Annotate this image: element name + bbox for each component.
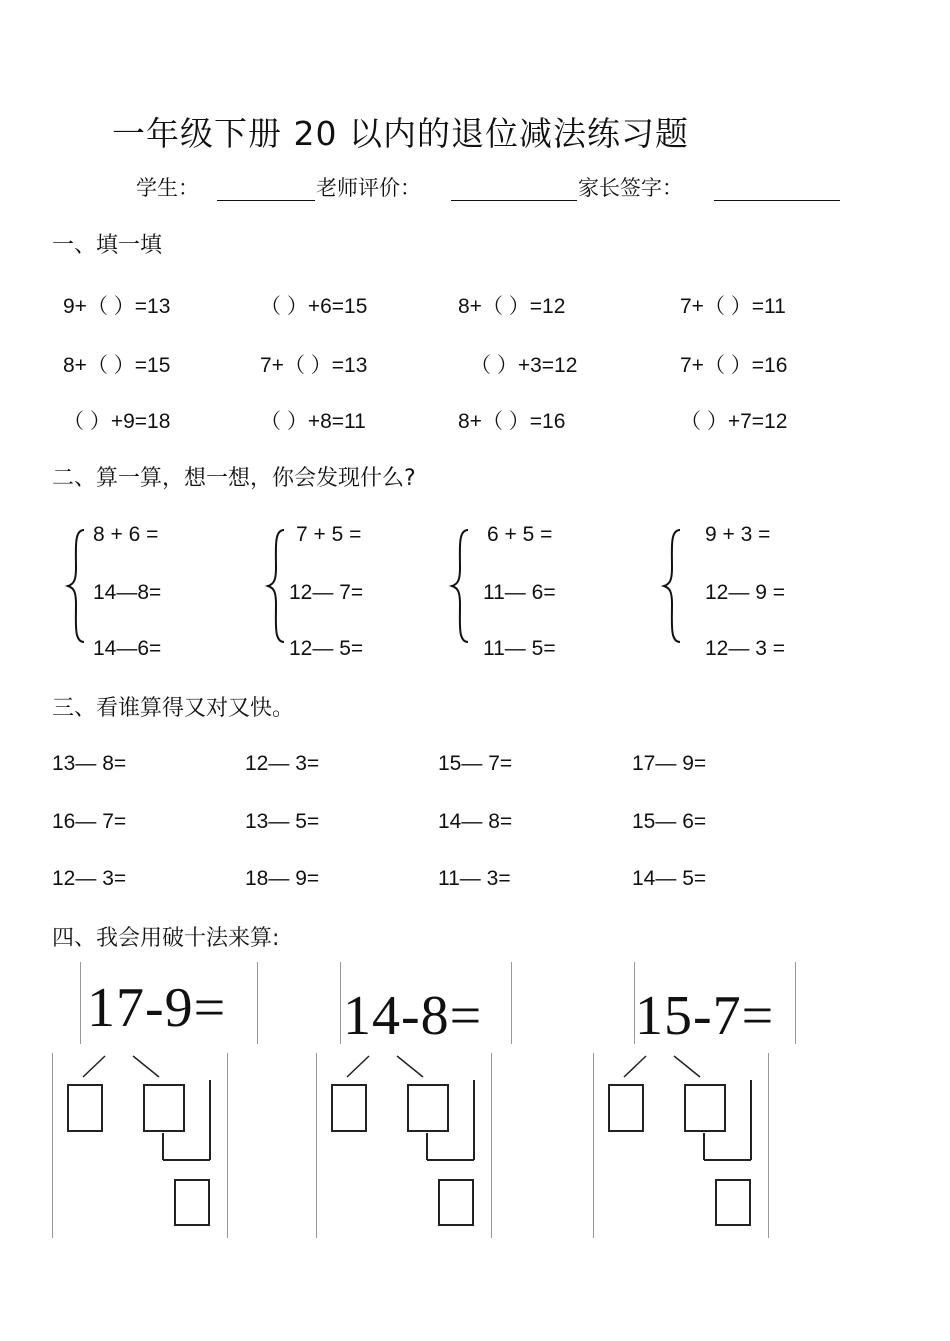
group-equation: 6 + 5 =	[487, 523, 553, 546]
quick-equation: 13— 5=	[245, 810, 320, 833]
split-equation-box	[634, 962, 796, 1047]
page-title: 一年级下册 20 以内的退位减法练习题	[112, 114, 689, 153]
fill-equation: 7+（ ）=11	[680, 295, 786, 318]
answer-box[interactable]	[67, 1084, 103, 1132]
group-equation: 11— 6=	[483, 581, 556, 604]
answer-box[interactable]	[684, 1084, 726, 1132]
answer-box[interactable]	[715, 1179, 751, 1226]
split-equation: 14-8=	[343, 985, 483, 1047]
group-equation: 7 + 5 =	[296, 523, 362, 546]
group-equation: 9 + 3 =	[705, 523, 771, 546]
brace-icon	[266, 528, 286, 644]
fill-equation: （ ）+3=12	[470, 354, 578, 377]
split-equation-box	[80, 962, 258, 1044]
answer-box[interactable]	[174, 1179, 210, 1226]
quick-equation: 12— 3=	[245, 752, 320, 775]
parent-blank[interactable]	[714, 174, 840, 201]
break-ten-diagram	[316, 1053, 492, 1238]
answer-box[interactable]	[331, 1084, 367, 1132]
student-blank[interactable]	[217, 174, 315, 201]
break-ten-diagram	[52, 1053, 228, 1238]
fill-equation: （ ）+9=18	[63, 410, 171, 433]
section-4-heading: 四、我会用破十法来算:	[52, 926, 280, 951]
brace-icon	[450, 528, 470, 644]
group-equation: 14—8=	[93, 581, 162, 604]
section-3-heading: 三、看谁算得又对又快。	[52, 696, 295, 721]
group-equation: 12— 3 =	[705, 637, 785, 660]
group-equation: 12— 7=	[289, 581, 364, 604]
quick-equation: 12— 3=	[52, 867, 127, 890]
split-equation: 17-9=	[87, 977, 227, 1039]
parent-label: 家长签字：	[578, 176, 683, 200]
student-label: 学生：	[136, 176, 199, 200]
fill-equation: 7+（ ）=16	[680, 354, 788, 377]
teacher-blank[interactable]	[451, 174, 577, 201]
brace-icon	[662, 528, 682, 644]
quick-equation: 16— 7=	[52, 810, 127, 833]
quick-equation: 15— 6=	[632, 810, 707, 833]
section-1-heading: 一、填一填	[52, 233, 163, 258]
fill-equation: 9+（ ）=13	[63, 295, 171, 318]
fill-equation: 8+（ ）=15	[63, 354, 171, 377]
answer-box[interactable]	[407, 1084, 449, 1132]
quick-equation: 14— 8=	[438, 810, 513, 833]
group-equation: 12— 5=	[289, 637, 364, 660]
fill-equation: 8+（ ）=12	[458, 295, 566, 318]
break-ten-diagram	[593, 1053, 769, 1238]
fill-equation: （ ）+8=11	[260, 410, 366, 433]
answer-box[interactable]	[143, 1084, 185, 1132]
quick-equation: 11— 3=	[438, 867, 511, 890]
fill-equation: （ ）+6=15	[260, 295, 368, 318]
fill-equation: 8+（ ）=16	[458, 410, 566, 433]
fill-equation: （ ）+7=12	[680, 410, 788, 433]
split-equation-box	[340, 962, 512, 1047]
group-equation: 14—6=	[93, 637, 162, 660]
teacher-label: 老师评价：	[316, 176, 421, 200]
quick-equation: 14— 5=	[632, 867, 707, 890]
group-equation: 8 + 6 =	[93, 523, 159, 546]
fill-equation: 7+（ ）=13	[260, 354, 368, 377]
answer-box[interactable]	[438, 1179, 474, 1226]
quick-equation: 17— 9=	[632, 752, 707, 775]
quick-equation: 13— 8=	[52, 752, 127, 775]
quick-equation: 15— 7=	[438, 752, 513, 775]
section-2-heading: 二、算一算，想一想，你会发现什么?	[52, 466, 416, 491]
split-equation: 15-7=	[635, 985, 775, 1047]
group-equation: 12— 9 =	[705, 581, 785, 604]
quick-equation: 18— 9=	[245, 867, 320, 890]
group-equation: 11— 5=	[483, 637, 556, 660]
brace-icon	[66, 528, 86, 644]
answer-box[interactable]	[608, 1084, 644, 1132]
